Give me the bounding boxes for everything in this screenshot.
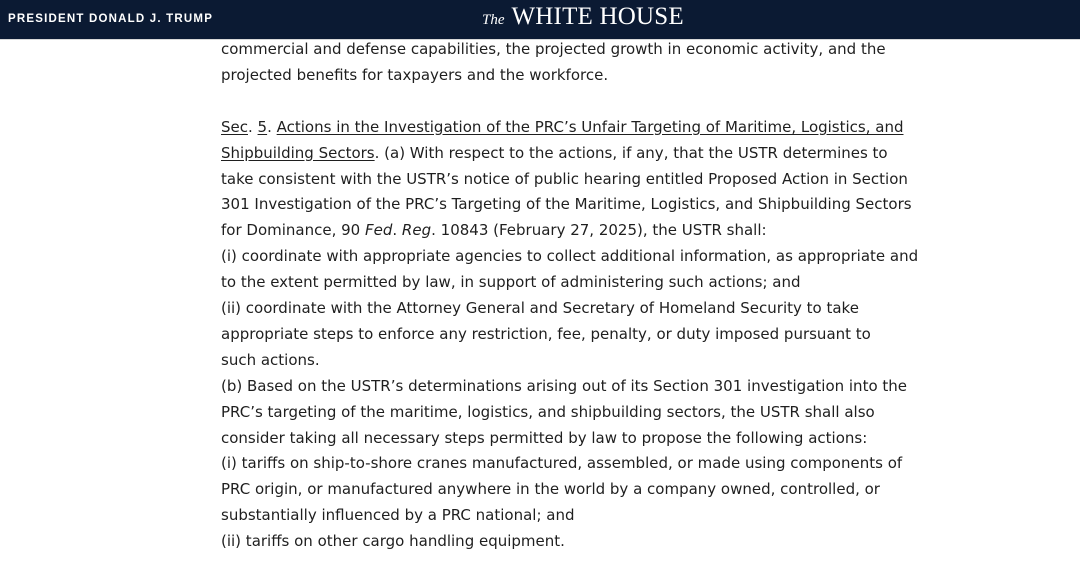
text-line: (i) coordinate with appropriate agencies to collect additional information, as appropriate and [221, 247, 919, 266]
section-number-link[interactable]: 5 [257, 117, 268, 136]
section-5-paragraph [221, 115, 981, 555]
text-line: commercial and defense capabilities, the projected growth in economic activity, and the [221, 40, 886, 58]
text-line: (ii) coordinate with the Attorney General and Secretary of Homeland Security to take [221, 299, 859, 318]
text-line: projected benefits for taxpayers and the workforce. [221, 65, 609, 84]
section-heading-line: Sec. 5. Actions in the Investigation of the PRC’s Unfair Targeting of Maritime, Logistics, and [221, 117, 904, 136]
section-heading-line-2 [221, 141, 981, 167]
text-line: appropriate steps to enforce any restriction, fee, penalty, or duty imposed pursuant to [221, 324, 871, 343]
fed-italic: Fed [364, 221, 393, 240]
sec-link[interactable]: Sec [221, 117, 248, 136]
text-line: PRC’s targeting of the maritime, logistics, and shipbuilding sectors, the USTR shall also [221, 402, 875, 421]
text-line: to the extent permitted by law, in support of administering such actions; and [221, 273, 801, 292]
text-line: (b) Based on the USTR’s determinations arising out of its Section 301 investigation into the [221, 376, 908, 395]
text-line: take consistent with the USTR’s notice of public hearing entitled Proposed Action in Section [221, 169, 908, 188]
document-body [221, 37, 981, 555]
section-title-link-cont[interactable]: Shipbuilding Sectors [221, 143, 375, 162]
logo-white-house-text: WHITE HOUSE [511, 3, 684, 30]
text-segment: for Dominance, 90 [221, 221, 365, 240]
text-segment: . (a) With respect to the actions, if any, that the USTR determines to [374, 143, 888, 162]
text-segment: . [392, 221, 402, 240]
logo-the-text: The [482, 12, 505, 28]
text-line: PRC origin, or manufactured anywhere in the world by a company owned, controlled, or [221, 480, 880, 499]
text-line: consider taking all necessary steps permitted by law to propose the following actions: [221, 428, 868, 447]
text-line: such actions. [221, 350, 320, 369]
text-segment: . 10843 (February 27, 2025), the USTR shall: [431, 221, 767, 240]
section-title-link[interactable]: Actions in the Investigation of the PRC’s Unfair Targeting of Maritime, Logistics, and [276, 117, 904, 136]
text-line [221, 218, 981, 244]
paragraph-gap [221, 89, 981, 115]
intro-paragraph [221, 37, 981, 89]
text-line: (ii) tariffs on other cargo handling equipment. [221, 532, 565, 551]
text-line: substantially influenced by a PRC national; and [221, 506, 575, 525]
president-nav-link[interactable]: PRESIDENT DONALD J. TRUMP [8, 13, 214, 25]
text-line: 301 Investigation of the PRC’s Targeting of the Maritime, Logistics, and Shipbuilding Sectors [221, 195, 912, 214]
white-house-logo[interactable] [482, 3, 684, 31]
text-line: (i) tariffs on ship-to-shore cranes manufactured, assembled, or made using components of [221, 454, 903, 473]
site-header [0, 0, 1080, 40]
reg-italic: Reg [401, 221, 432, 240]
